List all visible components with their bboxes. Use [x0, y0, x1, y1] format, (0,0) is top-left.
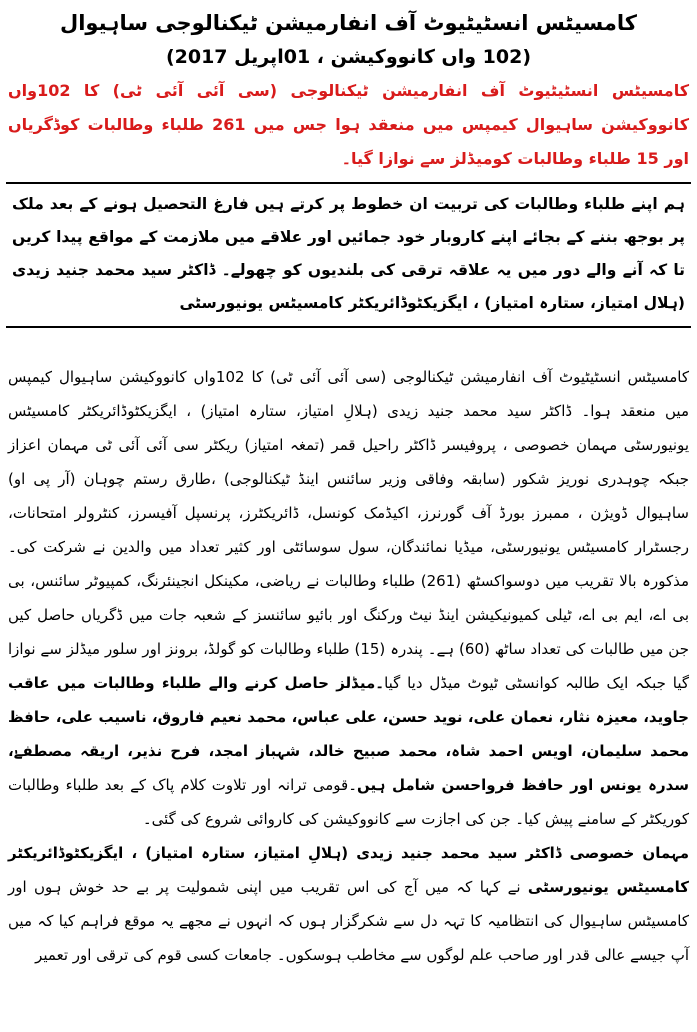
article-body	[0, 360, 697, 972]
quote-box	[6, 182, 691, 328]
paragraph-2	[8, 836, 689, 972]
paragraph-1-end: ۔قومی ترانہ اور تلاوت کلام پاک کے بعد طلباء وطالبات کوریکٹر کے سامنے پیش کیا۔ جن کی اجازت سے کانووکیشن کی کاروائی شروع کی گئی۔	[8, 776, 689, 828]
document-title: کامسیٹس انسٹیٹیوٹ آف انفارمیشن ٹیکنالوجی ساہیوال	[59, 11, 638, 35]
document-subtitle: (102 واں کانووکیشن ، 01اپریل 2017)	[165, 46, 532, 68]
chief-guest-name: مہمان خصوصی ڈاکٹر سید محمد جنید زیدی (ہلالِ امتیاز، ستارہ امتیاز) ، ایگزیکٹوڈائریکٹر کامسیٹس یونیورسٹی	[8, 844, 689, 896]
quote-text: ہم اپنے طلباء وطالبات کی تربیت ان خطوط پر کرتے ہیں فارغ التحصیل ہونے کے بعد ملک پر بوجھ بننے کے بجائے اپنے کاروبار خود جمائیں اور علاقے میں ملازمت کے مواقع پیدا کریں تا کہ آنے والے دور میں یہ علاقہ ترقی کی بلندیوں کو چھولے۔ ڈاکٹر سید محمد جنید زیدی (ہلال امتیاز، ستارہ امتیاز) ، ایگزیکٹوڈائریکٹر کامسیٹس یونیورسٹی	[12, 195, 685, 312]
paragraph-1	[8, 360, 689, 836]
lead-summary: کامسیٹس انسٹیٹیوٹ آف انفارمیشن ٹیکنالوجی (سی آئی آئی ٹی) کا 102واں کانووکیشن ساہیوال کیمپس میں منعقد ہوا جس میں 261 طلباء وطالبات کوڈگریاں اور 15 طلباء وطالبات کومیڈلز سے نوازا گیا۔	[8, 81, 689, 168]
paragraph-1-text: کامسیٹس انسٹیٹیوٹ آف انفارمیشن ٹیکنالوجی (سی آئی آئی ٹی) کا 102واں کانووکیشن ساہیوال کیمپس میں منعقد ہوا۔ ڈاکٹر سید محمد جنید زیدی (ہلالِ امتیاز، ستارہ امتیاز) ، ایگزیکٹوڈائریکٹر کامسیٹس یونیورسٹی مہمان خصوصی ، پروفیسر ڈاکٹر راحیل قمر (تمغہ امتیاز) ریکٹر سی آئی آئی ٹی مہمان اعزاز جبکہ چوہدری نوریز شکور (سابقہ وفاقی وزیر سائنس اینڈ ٹیکنالوجی) ،طارق رستم چوہان (آر پی او) ساہیوال ڈویژن ، ممبرز بورڈ آف گورنرز، اکیڈمک کونسل، ڈائریکٹرز، پرنسپل آفیسرز، کنٹرولر امتحانات، رجسٹرار کامسیٹس یونیورسٹی، میڈیا نمائندگان، سول سوسائٹی اور کثیر تعداد میں والدین نے شرکت کی۔ مذکورہ بالا تقریب میں دوسواکسٹھ (261) طلباء وطالبات نے ریاضی، مکینکل انجینئرنگ، کمپیوٹر سائنس، بی بی اے، ایم بی اے، ٹیلی کمیونیکیشن اینڈ نیٹ ورکنگ اور بائیو سائنسز کے شعبہ جات میں ڈگریاں حاصل کیں جن میں طالبات کی تعداد ساٹھ (60) ہے۔ پندرہ (15) طلباء وطالبات کو گولڈ، برونز اور سلور میڈلز سے نوازا گیا جبکہ ایک طالبہ کوانسٹی ٹیوٹ میڈل دیا گیا	[8, 368, 689, 692]
medalists-list: ۔میڈلز حاصل کرنے والے طلباء وطالبات میں عاقب جاوید، معیزہ نثار، نعمان علی، نوید حسن، علی عباس، محمد نعیم فاروق، ناسیب علی، حافظ محمد سلیمان، اویس احمد شاہ، محمد صبیح خالد، شہباز امجد، فرح نذیر، اریقہ مصطفےٰ، سدرہ یونس اور حافظ فرواحسن شامل ہیں	[8, 674, 689, 794]
paragraph-2-text: نے کہا کہ میں آج کی اس تقریب میں اپنی شمولیت پر بے حد خوش ہوں اور کامسیٹس ساہیوال کی انتظامیہ کا تہہ دل سے شکرگزار ہوں کہ انہوں نے مجھے یہ موقع فراہم کیا کہ میں آپ جیسے عالی قدر اور صاحب علم لوگوں سے مخاطب ہوسکوں۔ جامعات کسی قوم کی ترقی اور تعمیر	[8, 878, 689, 964]
document-page	[0, 6, 697, 1032]
